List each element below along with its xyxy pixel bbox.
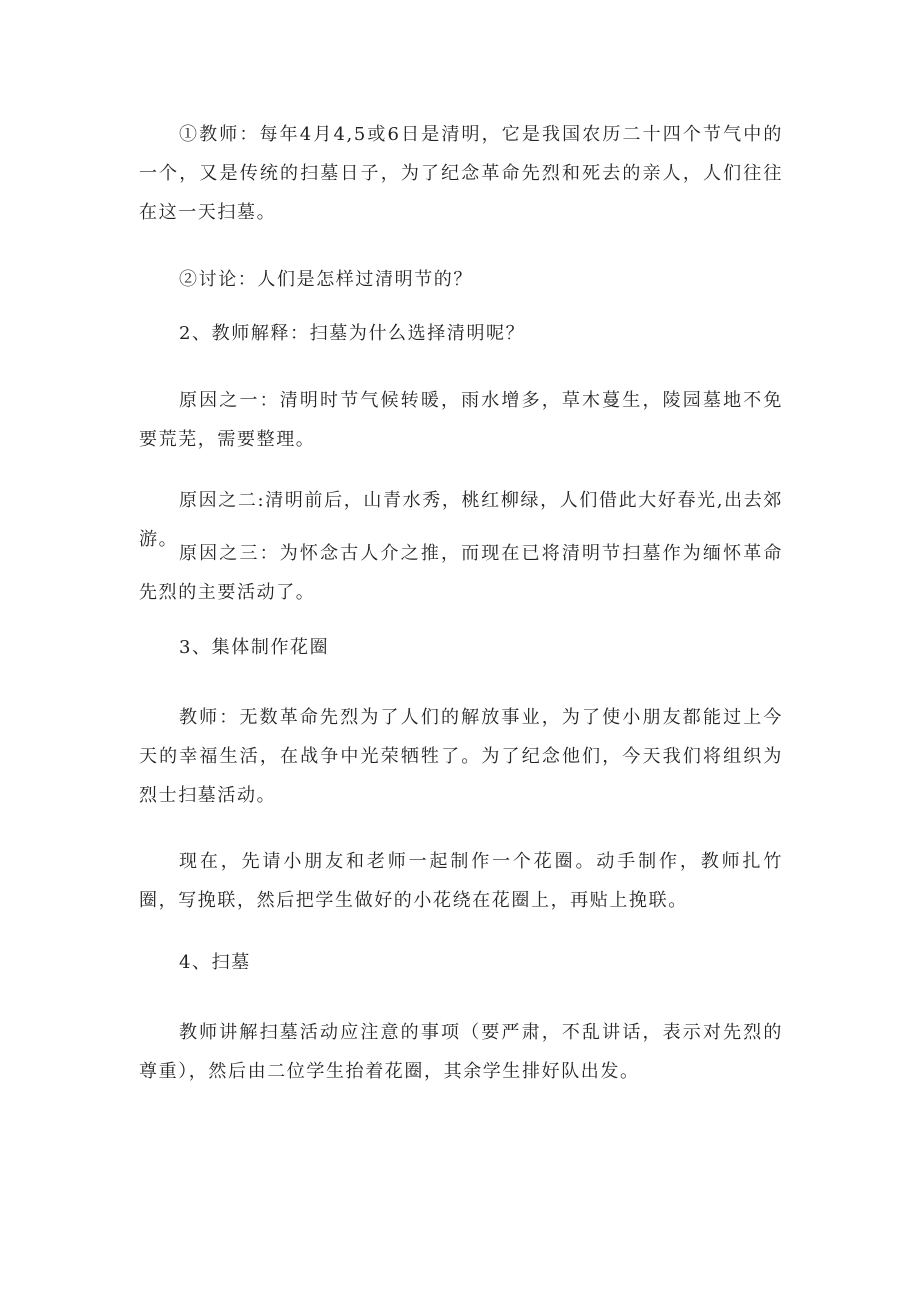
paragraph-reason-two: 原因之二:清明前后，山青水秀，桃红柳绿，人们借此大好春光,出去郊游。 <box>139 490 783 550</box>
section-heading-4: 4、扫墓 <box>179 952 251 973</box>
paragraph-discussion: ②讨论：人们是怎样过清明节的？ <box>179 269 473 290</box>
paragraph-reason-three: 原因之三：为怀念古人介之推，而现在已将清明节扫墓作为缅怀革命先烈的主要活动了。 <box>139 543 783 603</box>
paragraph-reason-one: 原因之一：清明时节气候转暖，雨水增多，草木蔓生，陵园墓地不免要荒芜，需要整理。 <box>139 390 783 450</box>
section-heading-2: 2、教师解释：扫墓为什么选择清明呢？ <box>179 323 526 344</box>
paragraph-teacher-intro: ①教师：每年4月4,5或6日是清明，它是我国农历二十四个节气中的一个，又是传统的扫墓日子，为了纪念革命先烈和死去的亲人，人们往往在这一天扫墓。 <box>139 124 783 223</box>
paragraph-tomb-sweeping-notes: 教师讲解扫墓活动应注意的事项（要严肃，不乱讲话，表示对先烈的尊重），然后由二位学生抬着花圈，其余学生排好队出发。 <box>139 1022 783 1082</box>
section-heading-3: 3、集体制作花圈 <box>179 637 330 658</box>
paragraph-make-wreath: 现在，先请小朋友和老师一起制作一个花圈。动手制作，教师扎竹圈，写挽联，然后把学生做好的小花绕在花圈上，再贴上挽联。 <box>139 851 783 911</box>
paragraph-teacher-speech: 教师：无数革命先烈为了人们的解放事业，为了使小朋友都能过上今天的幸福生活，在战争中光荣牺牲了。为了纪念他们，今天我们将组织为烈士扫墓活动。 <box>139 707 783 806</box>
